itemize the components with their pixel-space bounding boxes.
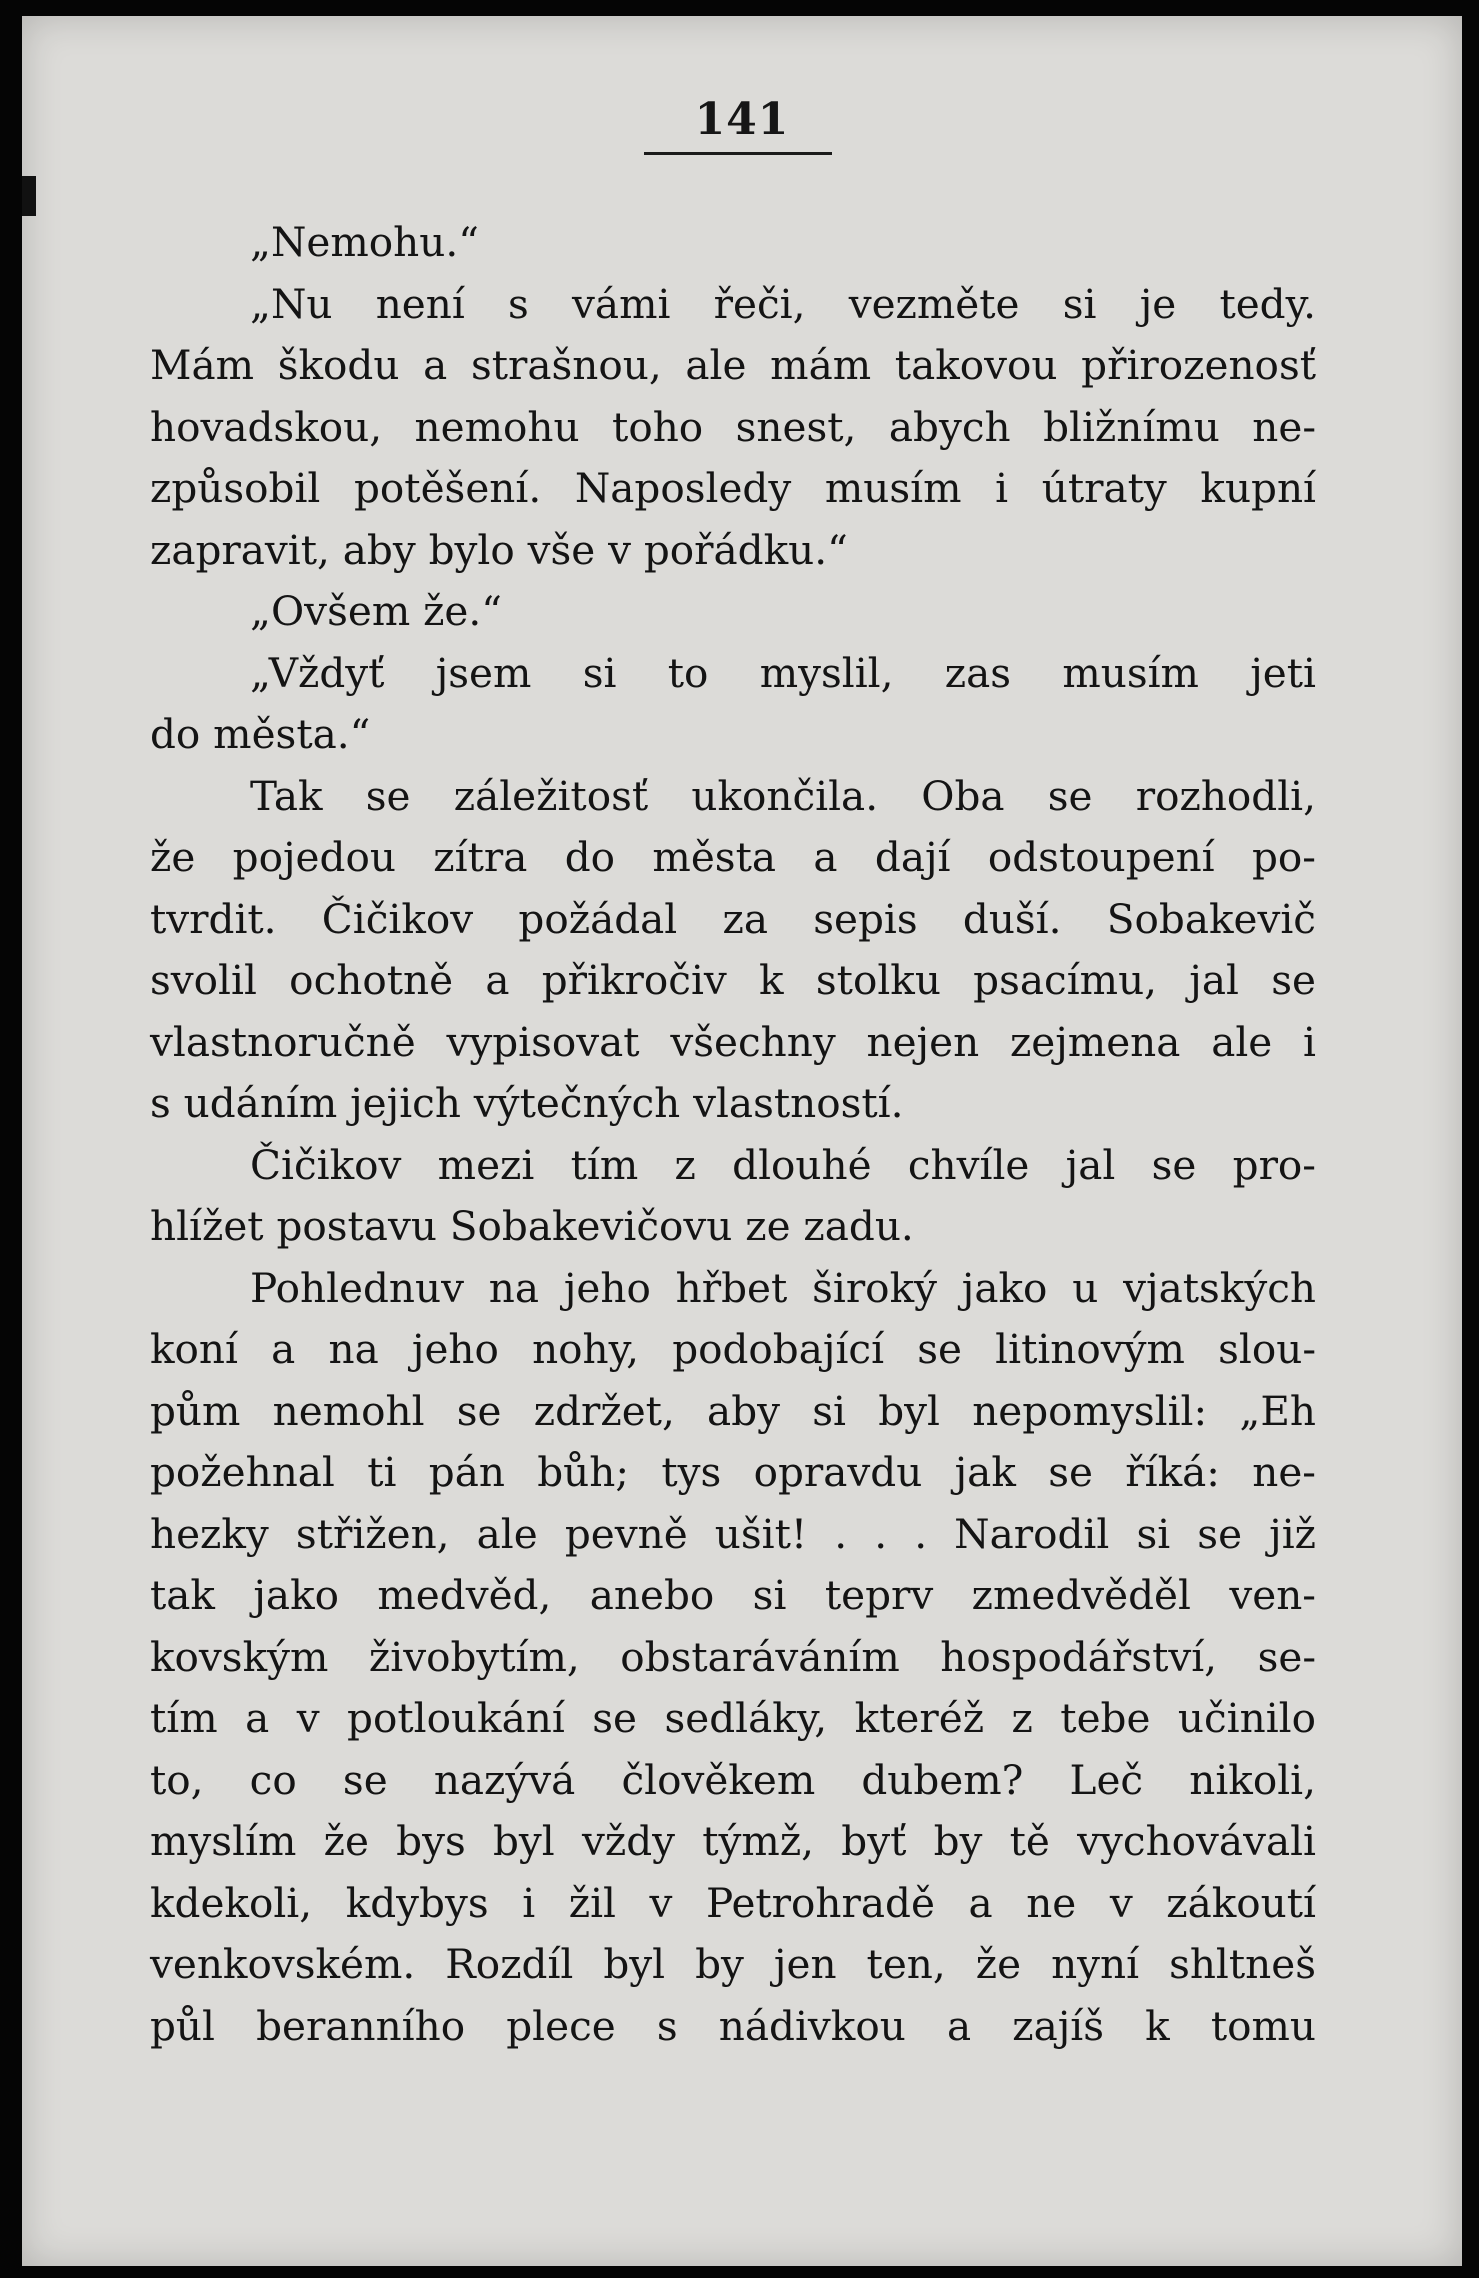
text-line: kdekoli, kdybys i žil v Petrohradě a ne v zákoutí (150, 1878, 1316, 1927)
text-line: Tak se záležitosť ukončila. Oba se rozhodli, (250, 771, 1316, 820)
binding-edge-mark (22, 176, 36, 216)
text-line: svolil ochotně a přikročiv k stolku psacímu, jal se (150, 956, 1316, 1004)
text-line: hovadskou, nemohu toho snest, abych bližnímu ne- (150, 402, 1316, 451)
text-line: způsobil potěšení. Naposledy musím i útraty kupní (150, 464, 1316, 512)
text-line: venkovském. Rozdíl byl by jen ten, že nyní shltneš (150, 1940, 1316, 1988)
text-line: do města.“ (150, 710, 371, 758)
text-line: tak jako medvěd, anebo si teprv zmedvěděl ven- (150, 1571, 1316, 1619)
text-line: vlastnoručně vypisovat všechny nejen zejmena ale i (150, 1017, 1316, 1066)
text-line: „Nu není s vámi řeči, vezměte si je tedy. (250, 279, 1316, 328)
page-number-underline (644, 152, 832, 155)
text-line: „Ovšem že.“ (250, 587, 502, 635)
text-line: hlížet postavu Sobakevičovu ze zadu. (150, 1202, 914, 1250)
text-line: požehnal ti pán bůh; tys opravdu jak se říká: ne- (150, 1448, 1316, 1496)
text-line: pům nemohl se zdržet, aby si byl nepomyslil: „Eh (150, 1386, 1316, 1435)
text-line: to, co se nazývá člověkem dubem? Leč nikoli, (150, 1755, 1316, 1804)
text-line: „Vždyť jsem si to myslil, zas musím jeti (250, 648, 1316, 697)
text-line: s udáním jejich výtečných vlastností. (150, 1079, 904, 1127)
text-line: „Nemohu.“ (250, 218, 479, 266)
body-text (150, 212, 1316, 2057)
text-line: hezky střižen, ale pevně ušit! . . . Narodil si se již (150, 1509, 1316, 1558)
book-page (22, 16, 1462, 2266)
text-line: myslím že bys byl vždy týmž, byť by tě vychovávali (150, 1817, 1316, 1865)
text-line: Pohlednuv na jeho hřbet široký jako u vjatských (250, 1263, 1316, 1312)
text-line: Čičikov mezi tím z dlouhé chvíle jal se pro- (250, 1140, 1316, 1189)
text-line: tvrdit. Čičikov požádal za sepis duší. Sobakevič (150, 894, 1316, 943)
text-line: půl beranního plece s nádivkou a zajíš k tomu (150, 2001, 1316, 2050)
text-line: tím a v potloukání se sedláky, kteréž z tebe učinilo (150, 1694, 1316, 1742)
text-line: kovským živobytím, obstaráváním hospodářství, se- (150, 1632, 1316, 1681)
text-line: koní a na jeho nohy, podobající se litinovým slou- (150, 1325, 1316, 1373)
text-line: Mám škodu a strašnou, ale mám takovou přirozenosť (150, 341, 1316, 389)
text-line: zapravit, aby bylo vše v pořádku.“ (150, 525, 848, 574)
page-number: 141 (694, 94, 790, 145)
text-line: že pojedou zítra do města a dají odstoupení po- (150, 833, 1316, 881)
